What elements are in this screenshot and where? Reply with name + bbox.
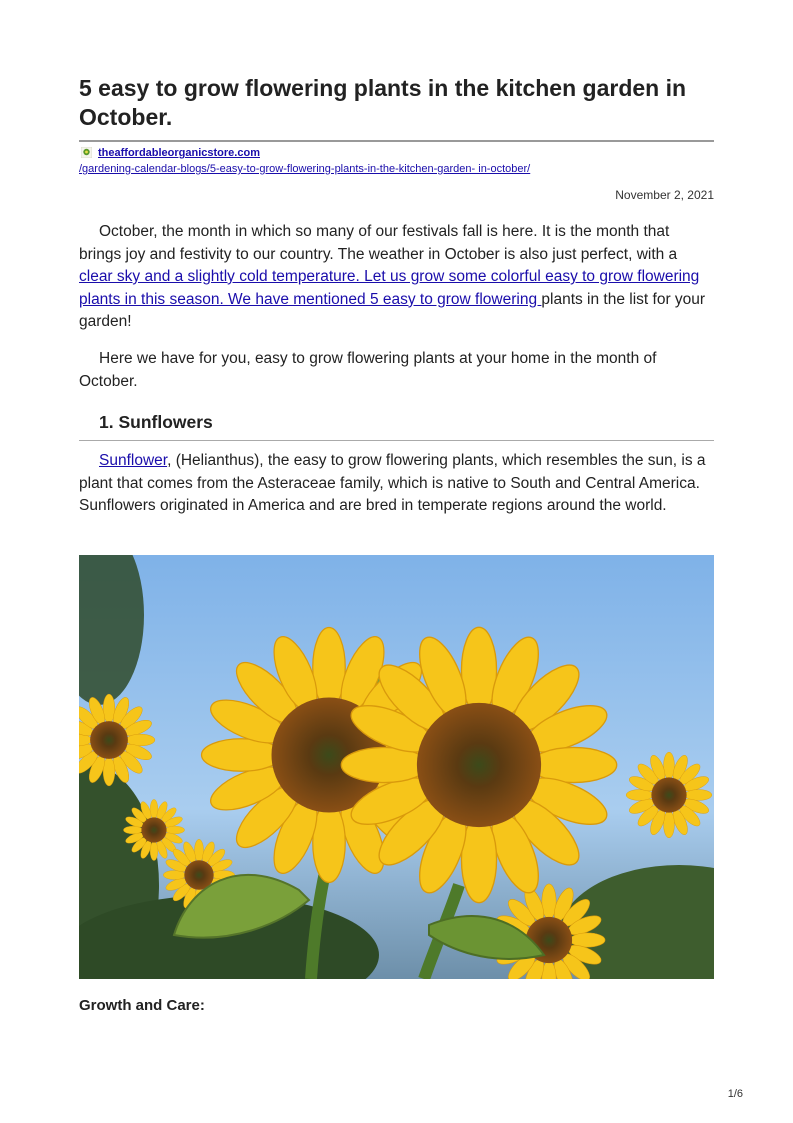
- sunflower-link[interactable]: Sunflower: [99, 452, 168, 469]
- source-site-link[interactable]: theaffordableorganicstore.com: [98, 147, 260, 159]
- title-divider: [79, 140, 714, 142]
- sunflower-paragraph: [79, 450, 714, 518]
- intro-text: October, the month in which so many of our festivals fall is here. It is the month that brings joy and festivity to our country. The weather in October is also just perfect, with a: [79, 223, 678, 263]
- intro-text-end: plants in the list for your garden!: [79, 290, 706, 330]
- intro-link[interactable]: clear sky and a slightly cold temperature. Let us grow some colorful easy to grow flowering plants in this season. We have mentioned 5 easy to grow flowering: [79, 268, 700, 308]
- sunflower-text: , (Helianthus), the easy to grow flowering plants, which resembles the sun, is a plant that comes from the Asteraceae family, which is native to South and Central America. Sunflowers originated in America and are bred in temperate regions around the world.: [79, 452, 706, 514]
- publish-date: November 2, 2021: [615, 188, 714, 202]
- intro-2-text: Here we have for you, easy to grow flowering plants at your home in the month of October.: [79, 350, 657, 390]
- article-title: 5 easy to grow flowering plants in the kitchen garden in October.: [79, 75, 687, 130]
- intro-paragraph-2: [79, 348, 714, 393]
- section-heading-sunflowers: 1. Sunflowers: [99, 412, 213, 432]
- site-favicon-icon: [81, 147, 92, 158]
- page-number: 1/6: [727, 1088, 743, 1100]
- intro-paragraph: [79, 221, 714, 334]
- growth-and-care-heading: Growth and Care:: [79, 997, 205, 1014]
- sunflower-photo: [79, 555, 714, 979]
- section-divider: [79, 440, 714, 441]
- source-url-link[interactable]: /gardening-calendar-blogs/5-easy-to-grow-flowering-plants-in-the-kitchen-garden- in-october/: [79, 163, 531, 175]
